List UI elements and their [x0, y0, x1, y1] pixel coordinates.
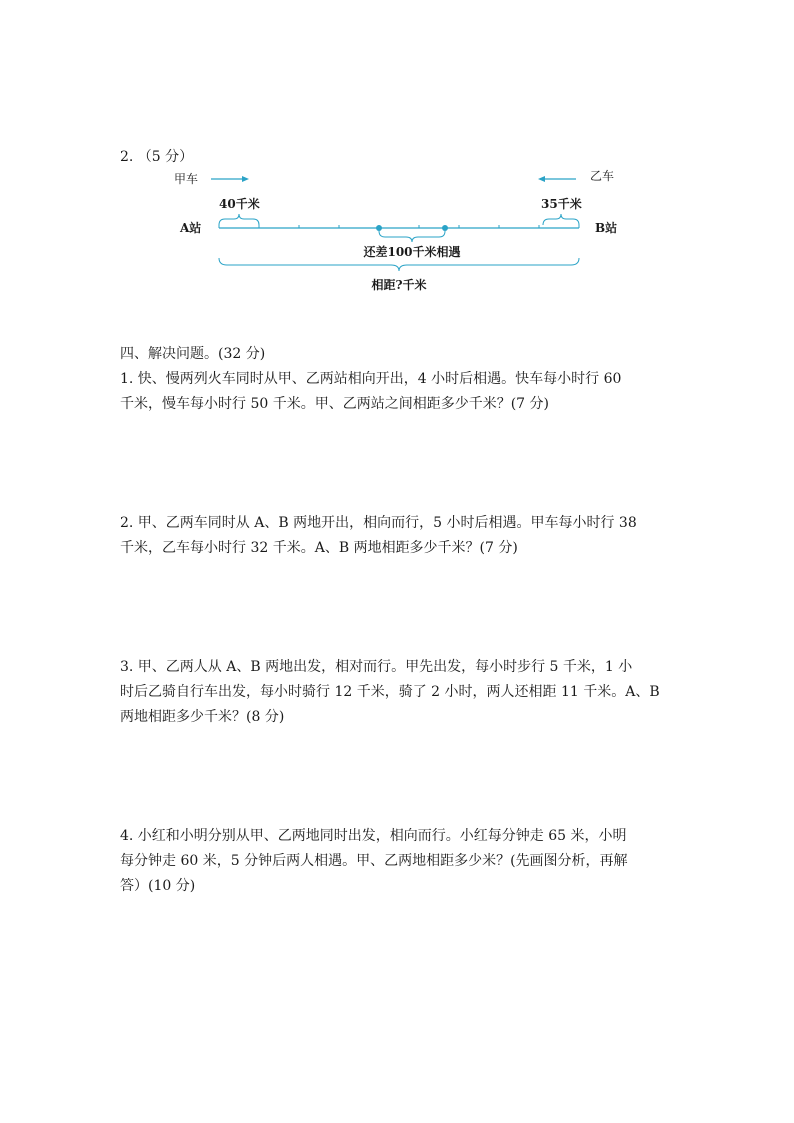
car-b-position-dot: [442, 225, 448, 231]
car-a-position-dot: [376, 225, 382, 231]
middle-gap-brace: [379, 231, 445, 242]
problem-2-line-2: 千米，乙车每小时行 32 千米。A、B 两地相距多少千米？(7 分): [120, 540, 518, 556]
meeting-line-diagram: [0, 0, 794, 320]
right-segment-brace: [543, 214, 579, 225]
station-b-label: B站: [595, 221, 618, 235]
problem-3-line-3: 两地相距多少千米？(8 分): [120, 709, 285, 725]
problem-2-line-1: 2. 甲、乙两车同时从 A、B 两地开出，相向而行，5 小时后相遇。甲车每小时行 38: [120, 515, 637, 531]
total-distance-brace: [219, 258, 579, 271]
car-b-label: 乙车: [590, 169, 615, 183]
problem-1-line-2: 千米，慢车每小时行 50 千米。甲、乙两站之间相距多少千米？(7 分): [120, 396, 549, 412]
problem-1-line-1: 1. 快、慢两列火车同时从甲、乙两站相向开出，4 小时后相遇。快车每小时行 60: [120, 371, 622, 387]
car-a-label: 甲车: [174, 172, 199, 186]
left-segment-brace: [219, 214, 259, 225]
problem-3-line-1: 3. 甲、乙两人从 A、B 两地出发，相对而行。甲先出发，每小时步行 5 千米，1 小: [120, 659, 633, 675]
right-arrow-icon: [211, 176, 249, 182]
station-a-label: A站: [180, 221, 202, 235]
left-segment-label: 40千米: [219, 197, 260, 211]
problem-4-line-3: 答）(10 分): [120, 878, 196, 894]
problem-3-line-2: 时后乙骑自行车出发，每小时骑行 12 千米，骑了 2 小时，两人还相距 11 千米。A、B: [120, 684, 660, 700]
right-segment-label: 35千米: [541, 197, 582, 211]
q2-header: 2. （5 分）: [120, 149, 194, 165]
section-title: 四、解决问题。(32 分): [120, 346, 266, 362]
middle-gap-label: 还差100千米相遇: [363, 245, 461, 259]
problem-4-line-2: 每分钟走 60 米，5 分钟后两人相遇。甲、乙两地相距多少米？(先画图分析，再解: [120, 853, 628, 869]
problem-4-line-1: 4. 小红和小明分别从甲、乙两地同时出发，相向而行。小红每分钟走 65 米，小明: [120, 828, 627, 844]
total-distance-label: 相距?千米: [371, 278, 427, 292]
left-arrow-icon: [538, 176, 576, 182]
